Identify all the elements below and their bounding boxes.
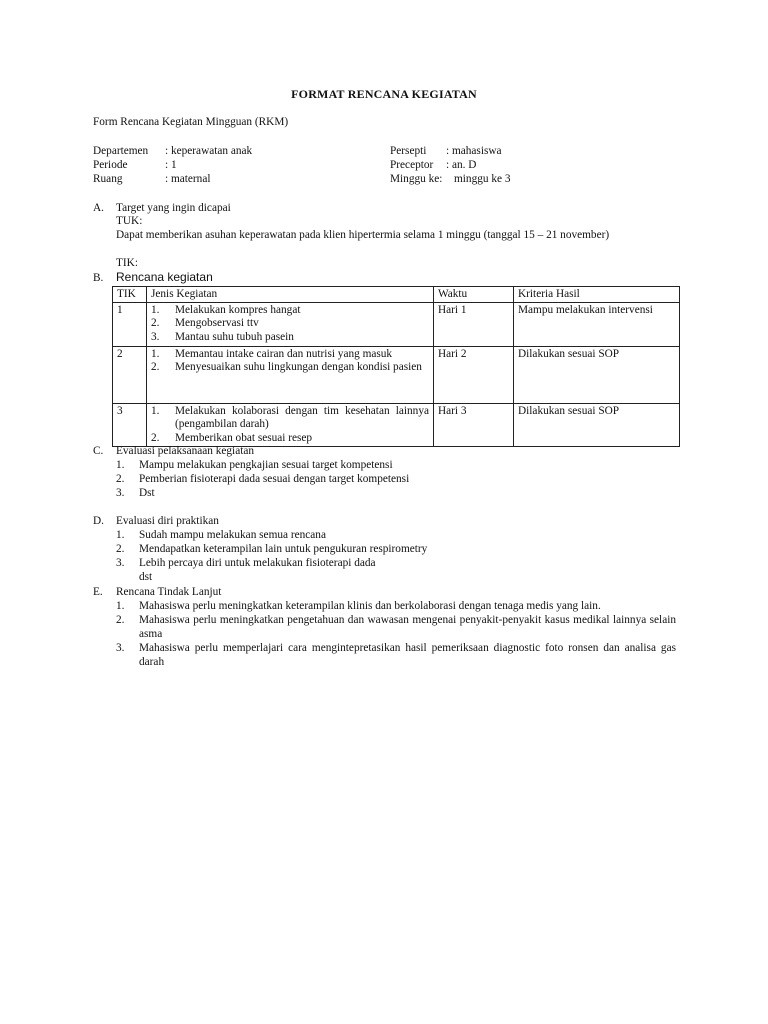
item-number: 1. xyxy=(116,459,125,471)
header-waktu: Waktu xyxy=(434,287,514,303)
row-activities xyxy=(147,403,434,446)
list-item xyxy=(116,529,326,543)
item-number: 1. xyxy=(151,404,160,417)
row-tik: 2 xyxy=(113,346,147,403)
row-waktu: Hari 3 xyxy=(434,403,514,446)
item-number: 3. xyxy=(116,557,125,569)
list-item xyxy=(116,600,676,614)
item-text: Pemberian fisioterapi dada sesuai dengan target kompetensi xyxy=(139,473,410,485)
section-a-heading: Target yang ingin dicapai xyxy=(116,202,231,214)
item-text: Mampu melakukan pengkajian sesuai target kompetensi xyxy=(139,459,393,471)
row-activities xyxy=(147,346,434,403)
item-text: Mahasiswa perlu memperlajari cara mengintepretasikan hasil pemeriksaan diagnostic foto ronsen dan analisa gas darah xyxy=(139,642,676,668)
item-text: Memantau intake cairan dan nutrisi yang masuk xyxy=(175,347,393,360)
minggu-label: Minggu ke: xyxy=(390,173,443,185)
activity-item xyxy=(151,331,429,345)
preceptor-value: : an. D xyxy=(446,159,477,171)
form-name: Form Rencana Kegiatan Mingguan (RKM) xyxy=(93,116,289,128)
minggu-value: minggu ke 3 xyxy=(454,173,511,185)
table-row xyxy=(113,302,680,346)
row-tik: 3 xyxy=(113,403,147,446)
item-text: Sudah mampu melakukan semua rencana xyxy=(139,529,326,541)
item-text: Dst xyxy=(139,487,155,499)
row-tik: 1 xyxy=(113,302,147,346)
activity-item xyxy=(151,432,429,446)
activity-item xyxy=(151,405,429,432)
departemen-value: : keperawatan anak xyxy=(165,145,253,157)
periode-value: : 1 xyxy=(165,159,177,171)
trailing-text: dst xyxy=(139,571,153,583)
row-waktu: Hari 2 xyxy=(434,346,514,403)
item-text: Mengobservasi ttv xyxy=(175,317,259,330)
list-item xyxy=(116,473,409,487)
section-e-letter: E. xyxy=(93,586,103,598)
departemen-label: Departemen xyxy=(93,145,149,157)
item-number: 2. xyxy=(116,543,125,555)
item-text: Melakukan kompres hangat xyxy=(175,303,301,316)
section-a-letter: A. xyxy=(93,202,104,214)
item-number: 1. xyxy=(116,600,125,612)
row-waktu: Hari 1 xyxy=(434,302,514,346)
activity-item xyxy=(151,361,429,375)
kriteria-text: Mampu melakukan intervensi xyxy=(518,303,653,316)
section-d-letter: D. xyxy=(93,515,104,527)
preceptor-label: Preceptor xyxy=(390,159,434,171)
table-header-row xyxy=(113,287,680,303)
item-text: Mendapatkan keterampilan lain untuk pengukuran respirometry xyxy=(139,543,428,555)
tuk-text: Dapat memberikan asuhan keperawatan pada klien hipertermia selama 1 minggu (tanggal 15 – 21 november) xyxy=(116,229,610,241)
tuk-label: TUK: xyxy=(116,215,143,227)
header-jenis-kegiatan: Jenis Kegiatan xyxy=(147,287,434,303)
item-number: 1. xyxy=(151,347,160,360)
item-number: 1. xyxy=(116,529,125,541)
list-item xyxy=(116,459,393,473)
section-b-letter: B. xyxy=(93,272,104,284)
document-title: FORMAT RENCANA KEGIATAN xyxy=(291,87,477,101)
section-c-heading: Evaluasi pelaksanaan kegiatan xyxy=(116,445,255,457)
table-row xyxy=(113,403,680,446)
list-item xyxy=(116,614,676,641)
list-item xyxy=(116,557,376,571)
persepti-value: : mahasiswa xyxy=(446,145,502,157)
list-item xyxy=(116,543,427,557)
header-tik: TIK xyxy=(113,287,147,303)
list-item xyxy=(116,642,676,669)
section-e-heading: Rencana Tindak Lanjut xyxy=(116,586,222,598)
periode-label: Periode xyxy=(93,159,128,171)
row-activities xyxy=(147,302,434,346)
item-number: 2. xyxy=(116,614,125,626)
header-kriteria-hasil: Kriteria Hasil xyxy=(514,287,680,303)
item-text: Lebih percaya diri untuk melakukan fisioterapi dada xyxy=(139,557,376,569)
item-text: Mahasiswa perlu meningkatkan keterampilan klinis dan berkolaborasi dengan tenaga medis yang lain. xyxy=(139,600,601,612)
section-c-letter: C. xyxy=(93,445,104,457)
activity-item xyxy=(151,348,429,362)
item-text: Memberikan obat sesuai resep xyxy=(175,431,313,444)
item-number: 3. xyxy=(116,487,125,499)
activity-item xyxy=(151,304,429,318)
item-number: 3. xyxy=(151,330,160,343)
item-number: 2. xyxy=(116,473,125,485)
item-number: 2. xyxy=(151,361,160,374)
row-kriteria: Dilakukan sesuai SOP xyxy=(514,346,680,403)
row-kriteria xyxy=(514,302,680,346)
item-number: 2. xyxy=(151,431,160,444)
item-text: Melakukan kolaborasi dengan tim kesehatan lainnya (pengambilan darah) xyxy=(175,404,429,431)
item-number: 2. xyxy=(151,317,160,330)
table-row xyxy=(113,346,680,403)
row-kriteria: Dilakukan sesuai SOP xyxy=(514,403,680,446)
list-item xyxy=(116,487,155,501)
ruang-value: : maternal xyxy=(165,173,211,185)
item-number: 3. xyxy=(116,642,125,654)
activity-item xyxy=(151,317,429,331)
persepti-label: Persepti xyxy=(390,145,427,157)
section-b-heading: Rencana kegiatan xyxy=(116,270,213,284)
section-d-heading: Evaluasi diri praktikan xyxy=(116,515,219,527)
item-text: Menyesuaikan suhu lingkungan dengan kondisi pasien xyxy=(175,361,422,374)
item-text: Mantau suhu tubuh pasein xyxy=(175,330,294,343)
item-number: 1. xyxy=(151,303,160,316)
tik-label: TIK: xyxy=(116,257,138,269)
item-text: Mahasiswa perlu meningkatkan pengetahuan dan wawasan mengenai penyakit-penyakit kasus medikal lainnya selain asma xyxy=(139,614,676,640)
activity-plan-table xyxy=(112,286,680,447)
ruang-label: Ruang xyxy=(93,173,123,185)
